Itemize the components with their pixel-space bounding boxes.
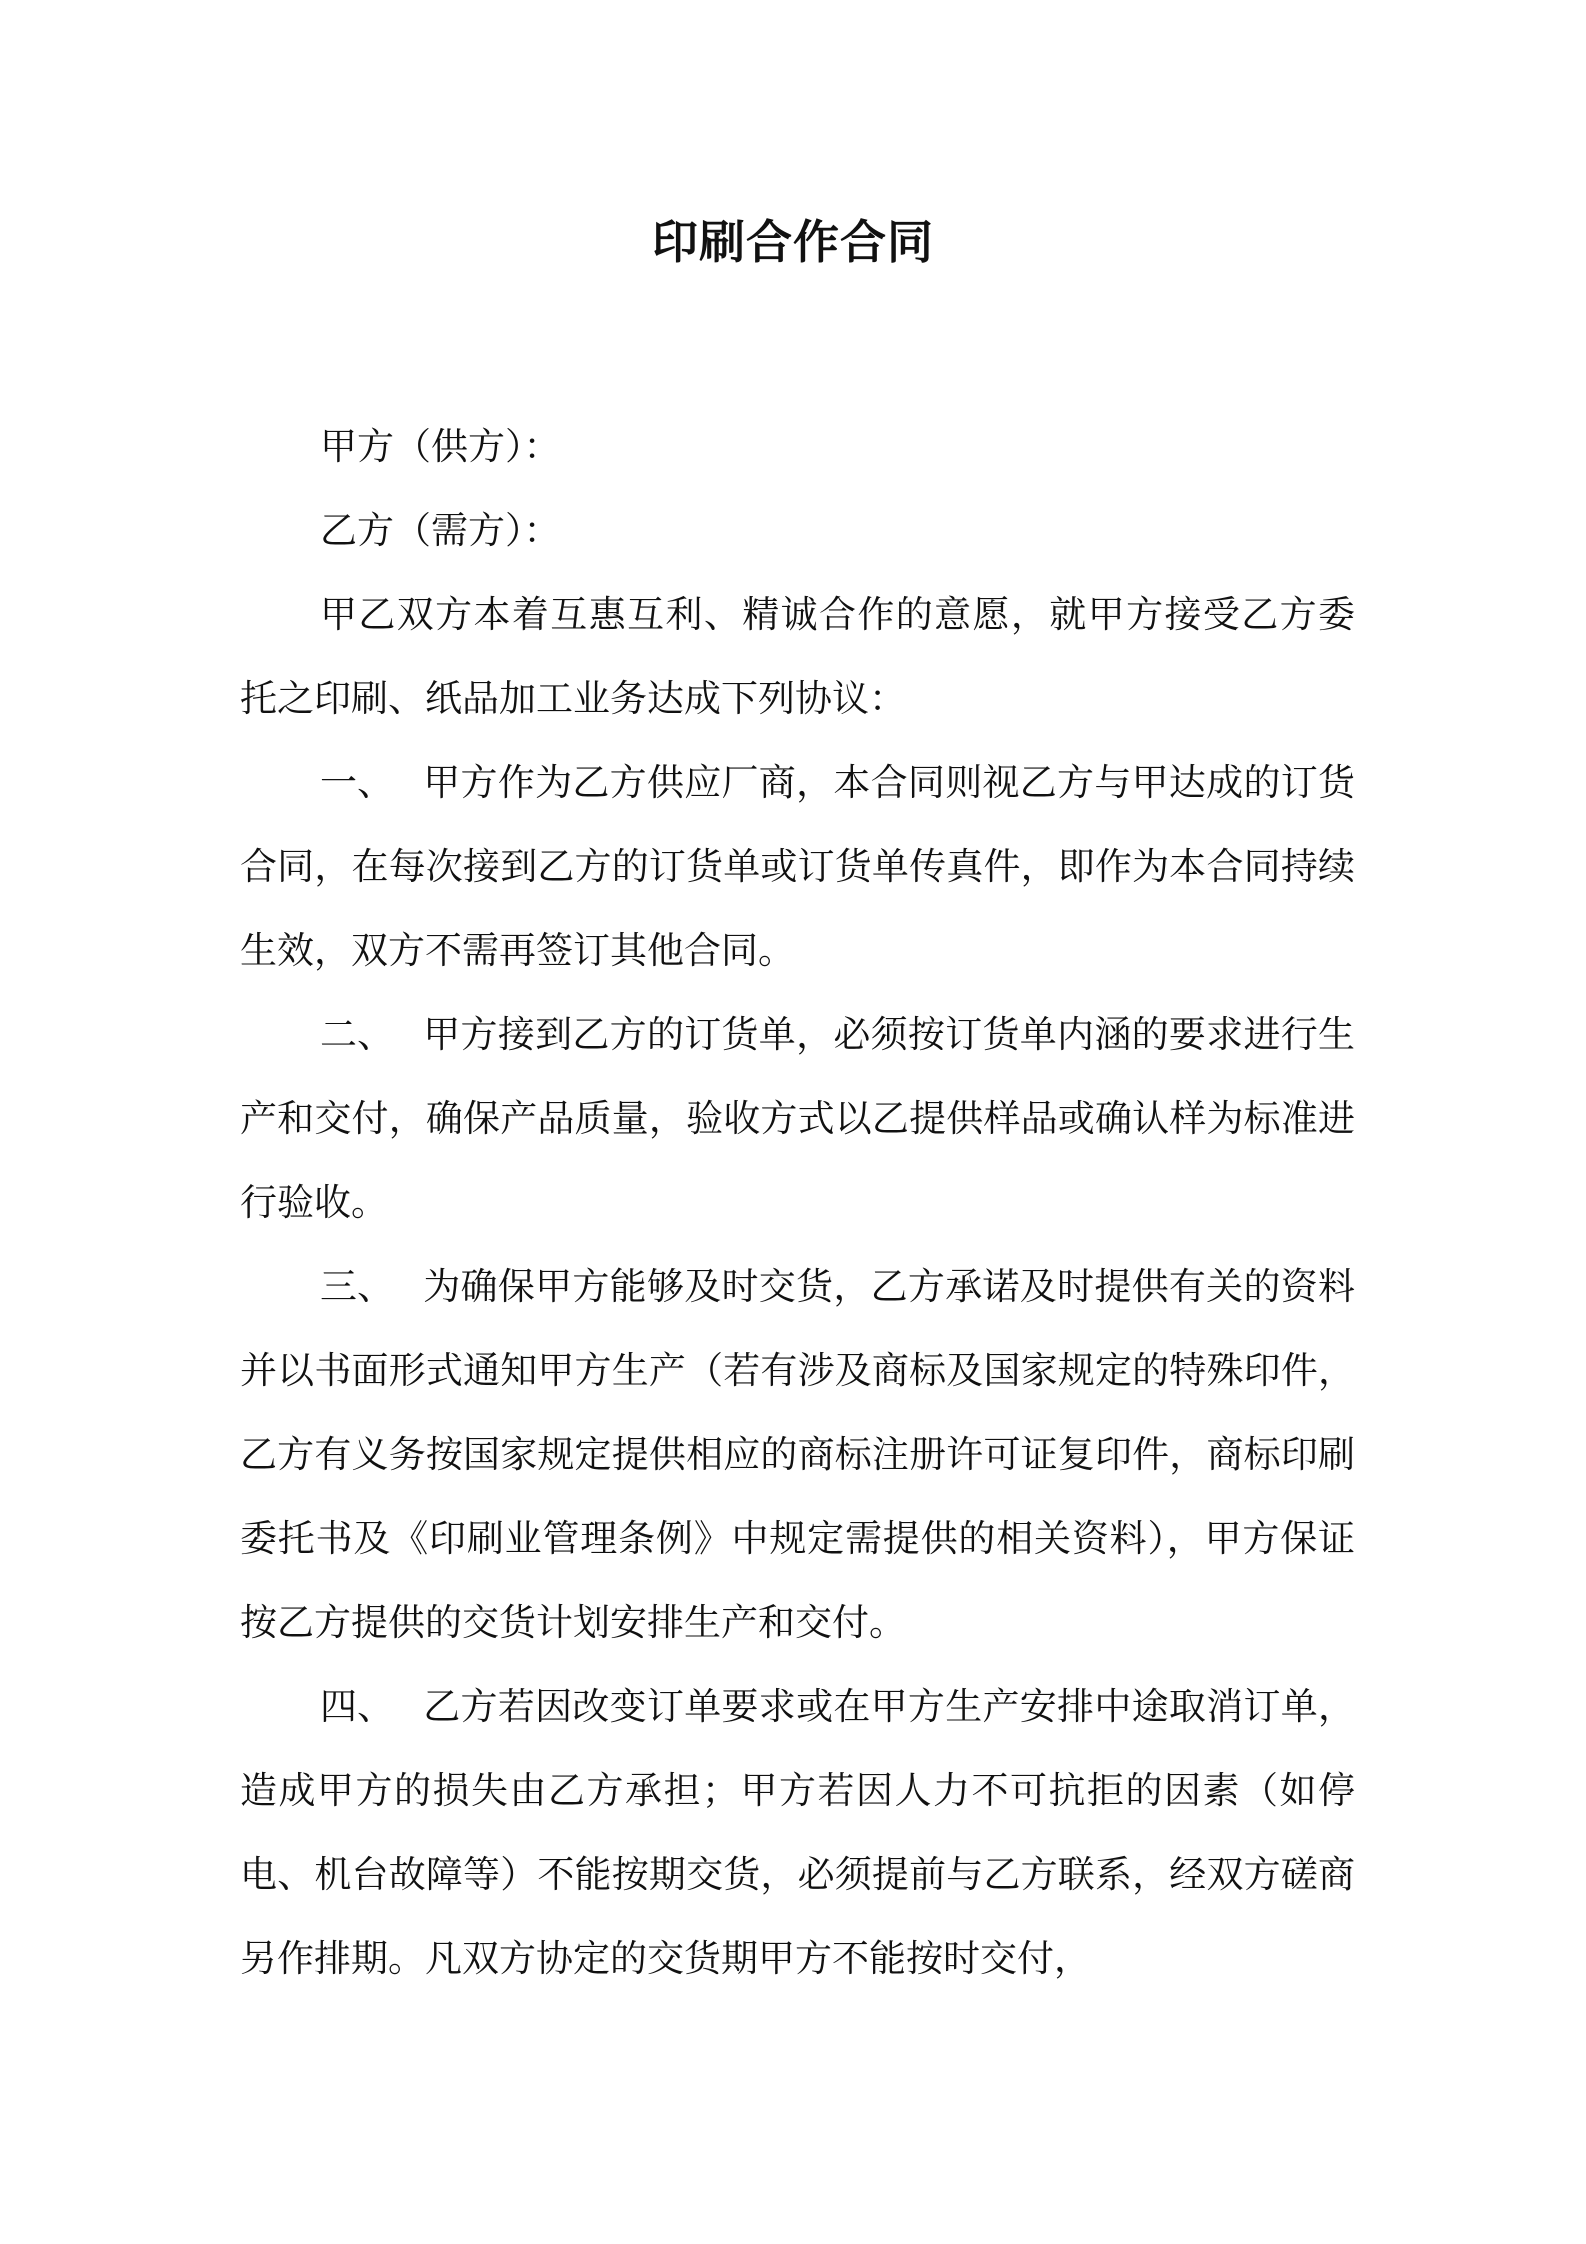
- clause-1: [240, 741, 1355, 993]
- clause-2: [240, 993, 1355, 1245]
- clause-number: 一、: [320, 761, 394, 804]
- clause-number: 二、: [320, 1013, 394, 1056]
- clause-3: [240, 1245, 1355, 1665]
- document-body: [240, 405, 1355, 2001]
- document-title: 印刷合作合同: [652, 215, 934, 269]
- party-b-line: 乙方（需方）：: [320, 509, 561, 552]
- clause-text: 乙方若因改变订单要求或在甲方生产安排中途取消订单，造成甲方的损失由乙方承担；甲方若因人力不可抗拒的因素（如停电、机台故障等）不能按期交货，必须提前与乙方联系，经双方磋商另作排期。凡双方协定的交货期甲方不能按时交付，: [240, 1685, 1355, 1980]
- clause-text: 甲方接到乙方的订货单，必须按订货单内涵的要求进行生产和交付，确保产品质量，验收方式以乙提供样品或确认样为标准进行验收。: [240, 1013, 1355, 1224]
- intro-paragraph: 甲乙双方本着互惠互利、精诚合作的意愿，就甲方接受乙方委托之印刷、纸品加工业务达成下列协议：: [240, 593, 1355, 720]
- clause-4: [240, 1665, 1355, 2001]
- clause-number: 三、: [320, 1265, 394, 1308]
- party-a-line: 甲方（供方）：: [320, 425, 561, 468]
- clause-text: 为确保甲方能够及时交货，乙方承诺及时提供有关的资料并以书面形式通知甲方生产（若有涉及商标及国家规定的特殊印件，乙方有义务按国家规定提供相应的商标注册许可证复印件，商标印刷委托书及《印刷业管理条例》中规定需提供的相关资料），甲方保证按乙方提供的交货计划安排生产和交付。: [240, 1265, 1355, 1644]
- clause-number: 四、: [320, 1685, 394, 1728]
- clause-text: 甲方作为乙方供应厂商，本合同则视乙方与甲达成的订货合同，在每次接到乙方的订货单或订货单传真件，即作为本合同持续生效，双方不需再签订其他合同。: [240, 761, 1355, 972]
